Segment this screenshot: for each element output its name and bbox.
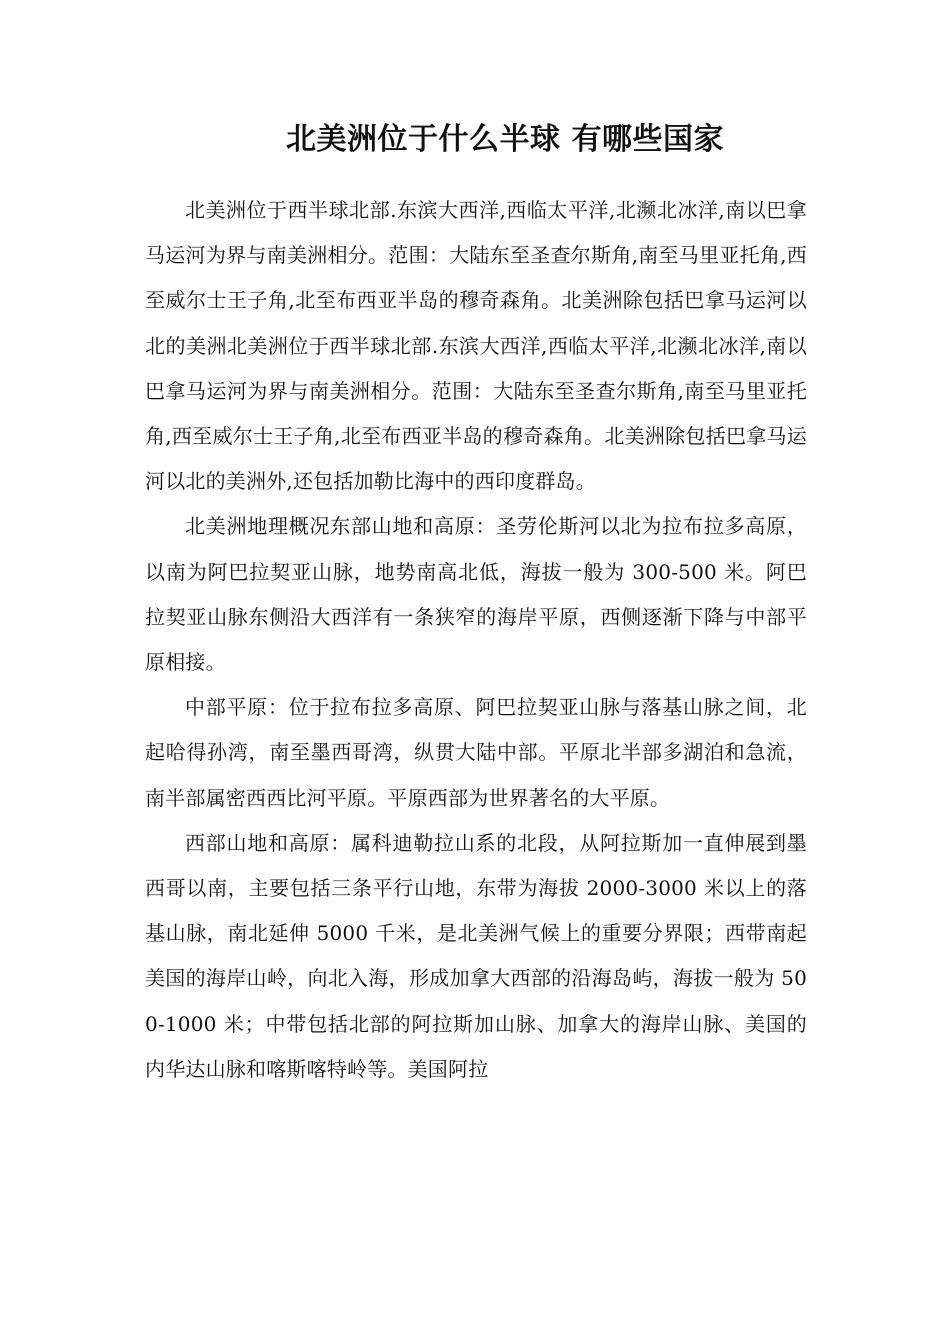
document-body xyxy=(145,188,807,1092)
paragraph-central-plains: 中部平原：位于拉布拉多高原、阿巴拉契亚山脉与落基山脉之间，北起哈得孙湾，南至墨西哥湾，纵贯大陆中部。平原北半部多湖泊和急流，南半部属密西西比河平原。平原西部为世界著名的大平原。 xyxy=(145,695,807,810)
document-title: 北美洲位于什么半球 有哪些国家 xyxy=(286,122,724,157)
paragraph-eastern-highlands: 北美洲地理概况东部山地和高原：圣劳伦斯河以北为拉布拉多高原，以南为阿巴拉契亚山脉，地势南高北低，海拔一般为 300-500 米。阿巴拉契亚山脉东侧沿大西洋有一条狭窄的海岸平原，西侧逐渐下降与中部平原相接。 xyxy=(145,514,807,675)
paragraph-western-mountains: 西部山地和高原：属科迪勒拉山系的北段，从阿拉斯加一直伸展到墨西哥以南，主要包括三条平行山地，东带为海拔 2000-3000 米以上的落基山脉，南北延伸 5000 千米，是北美洲气候上的重要分界限；西带南起美国的海岸山岭，向北入海，形成加拿大西部的沿海岛屿，海拔一般为 500-1000 米；中带包括北部的阿拉斯加山脉、加拿大的海岸山脉、美国的内华达山脉和喀斯喀特岭等。美国阿拉 xyxy=(145,830,807,1081)
paragraph-overview: 北美洲位于西半球北部.东滨大西洋,西临太平洋,北濒北冰洋,南以巴拿马运河为界与南美洲相分。范围：大陆东至圣查尔斯角,南至马里亚托角,西至威尔士王子角,北至布西亚半岛的穆奇森角。北美洲除包括巴拿马运河以北的美洲北美洲位于西半球北部.东滨大西洋,西临太平洋,北濒北冰洋,南以巴拿马运河为界与南美洲相分。范围：大陆东至圣查尔斯角,南至马里亚托角,西至威尔士王子角,北至布西亚半岛的穆奇森角。北美洲除包括巴拿马运河以北的美洲外,还包括加勒比海中的西印度群岛。 xyxy=(145,198,807,494)
